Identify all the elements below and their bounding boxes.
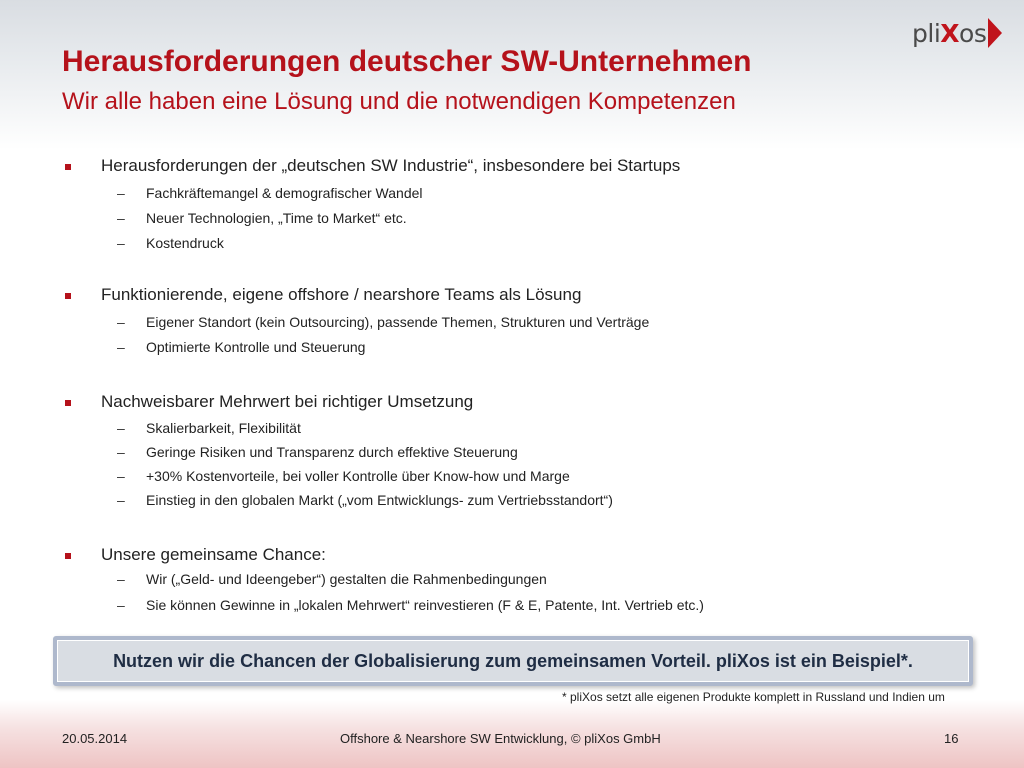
list-item: – Kostendruck bbox=[117, 235, 224, 251]
list-item: – Neuer Technologien, „Time to Market“ etc. bbox=[117, 210, 407, 226]
bullet-square-icon bbox=[65, 553, 71, 559]
dash-icon: – bbox=[117, 492, 125, 508]
dash-icon: – bbox=[117, 444, 125, 460]
list-item: – Fachkräftemangel & demografischer Wandel bbox=[117, 185, 423, 201]
slide-subtitle: Wir alle haben eine Lösung und die notwendigen Kompetenzen bbox=[62, 88, 736, 115]
dash-icon: – bbox=[117, 235, 125, 251]
callout-text: Nutzen wir die Chancen der Globalisierung zum gemeinsamen Vorteil. pliXos ist ein Beispiel*. bbox=[113, 650, 913, 671]
bullet-square-icon bbox=[65, 164, 71, 170]
dash-icon: – bbox=[117, 420, 125, 436]
footer-date: 20.05.2014 bbox=[62, 731, 128, 746]
section-heading: Funktionierende, eigene offshore / nearshore Teams als Lösung bbox=[101, 285, 582, 304]
dash-icon: – bbox=[117, 468, 125, 484]
list-item: – +30% Kostenvorteile, bei voller Kontrolle über Know-how und Marge bbox=[117, 468, 570, 484]
bullet-square-icon bbox=[65, 293, 71, 299]
logo-wordmark: pliXos bbox=[912, 19, 987, 48]
section-heading: Nachweisbarer Mehrwert bei richtiger Umsetzung bbox=[101, 392, 474, 411]
section-heading: Unsere gemeinsame Chance: bbox=[101, 545, 326, 564]
bullet-square-icon bbox=[65, 400, 71, 406]
logo-arrow-icon bbox=[988, 18, 1002, 48]
section-heading: Herausforderungen der „deutschen SW Industrie“, insbesondere bei Startups bbox=[101, 156, 681, 175]
list-item: – Eigener Standort (kein Outsourcing), passende Themen, Strukturen und Verträge bbox=[117, 314, 650, 330]
list-item: – Wir („Geld- und Ideengeber“) gestalten die Rahmenbedingungen bbox=[117, 571, 547, 587]
dash-icon: – bbox=[117, 571, 125, 587]
footnote: * pliXos setzt alle eigenen Produkte komplett in Russland und Indien um bbox=[562, 690, 945, 704]
dash-icon: – bbox=[117, 210, 125, 226]
dash-icon: – bbox=[117, 597, 125, 613]
dash-icon: – bbox=[117, 314, 125, 330]
footer-copyright: Offshore & Nearshore SW Entwicklung, © pliXos GmbH bbox=[340, 731, 661, 746]
dash-icon: – bbox=[117, 185, 125, 201]
list-item: – Optimierte Kontrolle und Steuerung bbox=[117, 339, 366, 355]
list-item: – Einstieg in den globalen Markt („vom Entwicklungs- zum Vertriebsstandort“) bbox=[117, 492, 613, 508]
plixos-logo bbox=[912, 16, 1012, 52]
dash-icon: – bbox=[117, 339, 125, 355]
callout-box bbox=[53, 636, 973, 686]
page-number: 16 bbox=[944, 731, 959, 746]
list-item: – Geringe Risiken und Transparenz durch effektive Steuerung bbox=[117, 444, 518, 460]
list-item: – Skalierbarkeit, Flexibilität bbox=[117, 420, 301, 436]
list-item: – Sie können Gewinne in „lokalen Mehrwert“ reinvestieren (F & E, Patente, Int. Vertrieb etc.) bbox=[117, 597, 704, 613]
slide-title: Herausforderungen deutscher SW-Unternehmen bbox=[62, 45, 752, 78]
